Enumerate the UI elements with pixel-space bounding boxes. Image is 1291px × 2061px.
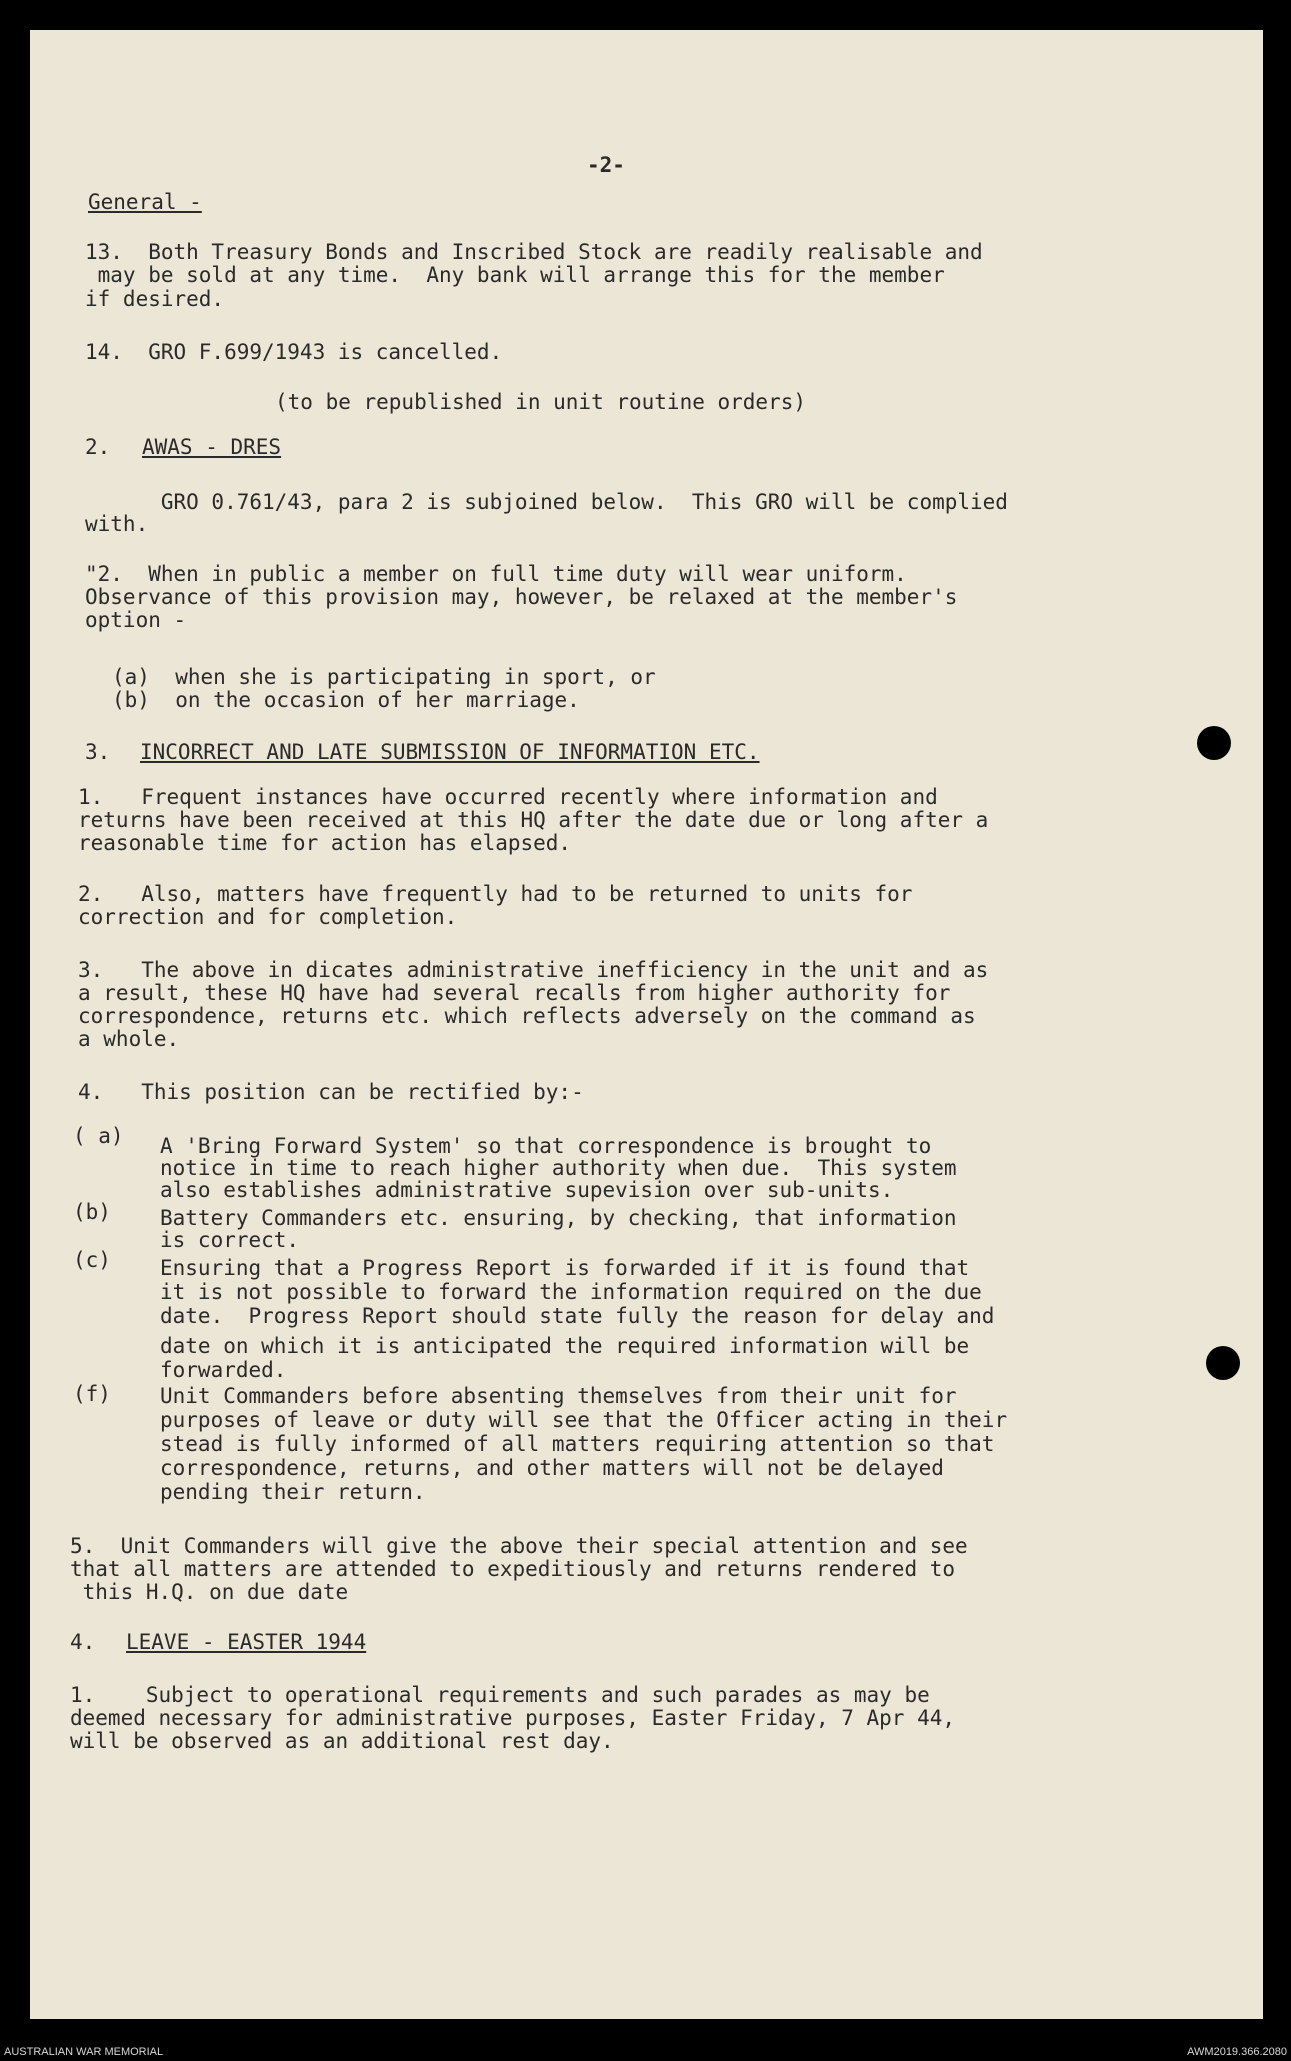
quote-line-3: option - <box>85 608 187 632</box>
s3-para-1-line-2: returns have been received at this HQ after the date due or long after a <box>78 808 989 832</box>
s4-para-1-line-2: deemed necessary for administrative purposes, Easter Friday, 7 Apr 44, <box>70 1706 956 1730</box>
awas-body-line-2: with. <box>85 512 149 536</box>
para-14-note: (to be republished in unit routine orders) <box>275 390 807 414</box>
s4-para-1-line-1: 1. Subject to operational requirements and such parades as may be <box>70 1683 930 1707</box>
section-2-heading: AWAS - DRES <box>142 435 282 459</box>
s3-para-4: 4. This position can be rectified by:- <box>78 1080 584 1104</box>
punch-hole-bottom <box>1206 1346 1240 1380</box>
s3-para-3-line-1: 3. The above in dicates administrative inefficiency in the unit and as <box>78 958 989 982</box>
s3-para-2-line-1: 2. Also, matters have frequently had to be returned to units for <box>78 882 913 906</box>
item-c-label: (c) <box>73 1248 111 1272</box>
s3-para-1-line-3: reasonable time for action has elapsed. <box>78 831 572 855</box>
s3-para-3-line-4: a whole. <box>78 1027 180 1051</box>
item-c-line-4: date on which it is anticipated the required information will be <box>160 1334 970 1358</box>
section-2-number: 2. <box>85 435 111 459</box>
item-c-line-5: forwarded. <box>160 1358 287 1382</box>
para-13-line-2: may be sold at any time. Any bank will arrange this for the member <box>85 263 945 287</box>
awas-body-line-1: GRO 0.761/43, para 2 is subjoined below. This GRO will be complied <box>85 490 1008 514</box>
s3-para-1-line-1: 1. Frequent instances have occurred recently where information and <box>78 785 938 809</box>
punch-hole-top <box>1197 726 1231 760</box>
item-a-label: ( a) <box>73 1124 124 1148</box>
page-number: -2- <box>587 153 625 177</box>
section-3-heading: INCORRECT AND LATE SUBMISSION OF INFORMATION ETC. <box>140 740 760 764</box>
item-b-label: (b) <box>73 1200 111 1224</box>
section-4-number: 4. <box>70 1630 96 1654</box>
item-c-line-2: it is not possible to forward the information required on the due <box>160 1280 982 1304</box>
item-f-label: (f) <box>73 1382 111 1406</box>
item-a-line-3: also establishes administrative supevision over sub-units. <box>160 1178 894 1202</box>
item-f-line-1: Unit Commanders before absenting themselves from their unit for <box>160 1384 957 1408</box>
item-f-line-2: purposes of leave or duty will see that the Officer acting in their <box>160 1408 1008 1432</box>
quote-item-a: (a) when she is participating in sport, or <box>112 665 656 689</box>
quote-item-b: (b) on the occasion of her marriage. <box>112 688 580 712</box>
item-f-line-3: stead is fully informed of all matters requiring attention so that <box>160 1432 995 1456</box>
item-b-line-2: is correct. <box>160 1228 300 1252</box>
s3-para-2-line-2: correction and for completion. <box>78 905 458 929</box>
item-a-line-2: notice in time to reach higher authority when due. This system <box>160 1156 957 1180</box>
para-14: 14. GRO F.699/1943 is cancelled. <box>85 340 503 364</box>
item-c-line-1: Ensuring that a Progress Report is forwarded if it is found that <box>160 1256 970 1280</box>
s4-para-1-line-3: will be observed as an additional rest day. <box>70 1729 614 1753</box>
s3-para-5-line-3: this H.Q. on due date <box>70 1580 349 1604</box>
para-13-line-3: if desired. <box>85 287 225 311</box>
item-a-line-1: A 'Bring Forward System' so that correspondence is brought to <box>160 1134 932 1158</box>
footer-accession-number: AWM2019.366.2080 <box>1187 2046 1287 2058</box>
item-f-line-4: correspondence, returns, and other matters will not be delayed <box>160 1456 944 1480</box>
section-3-number: 3. <box>85 740 111 764</box>
s3-para-5-line-1: 5. Unit Commanders will give the above their special attention and see <box>70 1534 968 1558</box>
s3-para-5-line-2: that all matters are attended to expeditiously and returns rendered to <box>70 1557 956 1581</box>
section-4-heading: LEAVE - EASTER 1944 <box>126 1630 367 1654</box>
para-13-line-1: 13. Both Treasury Bonds and Inscribed Stock are readily realisable and <box>85 240 983 264</box>
quote-line-1: "2. When in public a member on full time duty will wear uniform. <box>85 562 907 586</box>
s3-para-3-line-3: correspondence, returns etc. which reflects adversely on the command as <box>78 1004 976 1028</box>
general-heading: General - <box>88 190 202 214</box>
s3-para-3-line-2: a result, these HQ have had several recalls from higher authority for <box>78 981 951 1005</box>
item-c-line-3: date. Progress Report should state fully the reason for delay and <box>160 1304 995 1328</box>
item-f-line-5: pending their return. <box>160 1480 426 1504</box>
quote-line-2: Observance of this provision may, however, be relaxed at the member's <box>85 585 958 609</box>
item-b-line-1: Battery Commanders etc. ensuring, by checking, that information <box>160 1206 957 1230</box>
footer-left-credit: AUSTRALIAN WAR MEMORIAL <box>4 2046 164 2058</box>
